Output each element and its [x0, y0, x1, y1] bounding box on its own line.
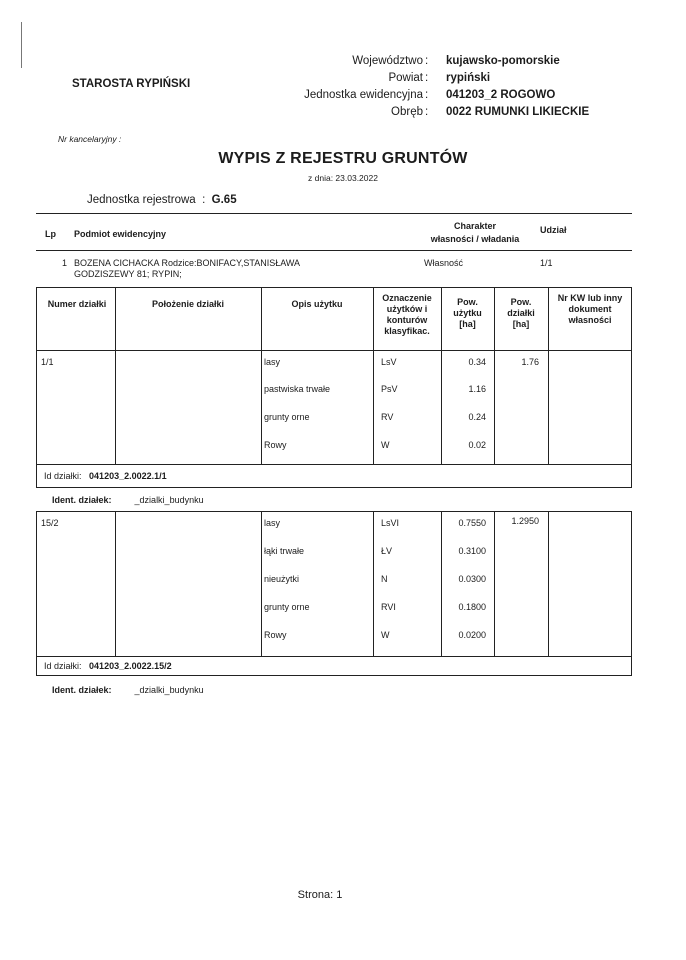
subjects-header-character-1: Charakter	[453, 221, 497, 231]
header-line: dokument	[568, 304, 612, 314]
registry-unit-value: G.65	[211, 194, 237, 206]
use-desc: grunty orne	[264, 602, 310, 612]
header-value: 0022 RUMUNKI LIKIECKIE	[446, 106, 590, 118]
registry-unit	[87, 194, 237, 206]
registry-unit-colon: :	[198, 194, 209, 206]
subject-character: Własność	[424, 258, 464, 268]
page-number: Strona: 1	[297, 889, 343, 901]
use-area: 0.7550	[458, 518, 486, 528]
header-value: kujawsko-pomorskie	[446, 55, 560, 67]
parcel-block-1	[36, 351, 632, 464]
use-area: 0.34	[468, 357, 486, 367]
col-divider	[373, 351, 374, 464]
header-row-unit	[0, 89, 686, 105]
parcels-header-number: Numer działki	[47, 299, 107, 309]
use-desc: Rowy	[264, 440, 287, 450]
subject-lp: 1	[62, 258, 68, 268]
use-code: LsVI	[381, 518, 400, 528]
use-desc: lasy	[264, 518, 281, 528]
header-label: Jednostka ewidencyjna	[304, 89, 423, 101]
header-line: użytku	[453, 308, 482, 318]
document-title: WYPIS Z REJESTRU GRUNTÓW	[218, 150, 468, 167]
parcel-ident-value: _dzialki_budynku	[134, 495, 204, 505]
header-colon: :	[425, 89, 429, 101]
parcel-id-value: 041203_2.0022.1/1	[89, 471, 167, 481]
parcel-id	[44, 661, 172, 671]
subject-name: BOZENA CICHACKA Rodzice:BONIFACY,STANISŁAWA	[74, 258, 301, 268]
use-desc: łąki trwałe	[264, 546, 305, 556]
header-line: [ha]	[459, 319, 476, 329]
header-value: rypiński	[446, 72, 491, 84]
header-line: [ha]	[512, 319, 530, 329]
use-area: 0.0300	[458, 574, 486, 584]
use-desc: pastwiska trwałe	[264, 384, 331, 394]
col-divider	[261, 351, 262, 464]
parcel-id-label: Id działki:	[44, 471, 82, 481]
use-code: LsV	[381, 357, 397, 367]
parcel-number: 1/1	[41, 357, 54, 367]
parcel-area: 1.2950	[511, 516, 539, 526]
parcel-id	[44, 471, 167, 481]
use-code: RV	[381, 412, 394, 422]
parcels-header-kw	[548, 293, 632, 326]
header-label: Powiat	[388, 72, 423, 84]
header-line: Nr KW lub inny	[557, 293, 623, 303]
header-line: własności	[568, 315, 612, 325]
col-divider	[373, 511, 374, 656]
header-line: konturów	[386, 315, 428, 325]
subject-address: GODZISZEWY 81; RYPIN;	[74, 269, 182, 279]
parcel-id-label: Id działki:	[44, 661, 82, 671]
header-colon: :	[425, 72, 429, 84]
col-divider	[548, 511, 549, 656]
parcel-id-value: 041203_2.0022.15/2	[89, 661, 172, 671]
use-area: 0.24	[468, 412, 486, 422]
parcels-header-usage: Opis użytku	[291, 299, 343, 309]
parcels-header-location: Położenie działki	[151, 299, 225, 309]
header-line: użytków i	[386, 304, 428, 314]
header-row-precinct	[0, 106, 686, 122]
col-divider	[548, 351, 549, 464]
use-code: N	[381, 574, 388, 584]
use-code: ŁV	[381, 546, 393, 556]
use-area: 0.02	[468, 440, 486, 450]
header-line: Oznaczenie	[382, 293, 432, 303]
use-area: 0.3100	[458, 546, 486, 556]
parcels-header-area-usage	[441, 297, 494, 330]
subjects-header-character-2: własności / władania	[430, 234, 520, 244]
subjects-header-line	[36, 250, 632, 251]
use-code: W	[381, 630, 390, 640]
col-divider	[115, 351, 116, 464]
parcel-block-2	[36, 511, 632, 656]
parcels-header-area-parcel	[494, 297, 548, 330]
header-line: Pow.	[457, 297, 478, 307]
parcel-area: 1.76	[521, 357, 539, 367]
authority-title: STAROSTA RYPIŃSKI	[72, 78, 191, 90]
header-row-county	[0, 72, 686, 88]
use-desc: Rowy	[264, 630, 287, 640]
use-desc: nieużytki	[264, 574, 300, 584]
use-desc: grunty orne	[264, 412, 310, 422]
parcel-ident-value: _dzialki_budynku	[134, 685, 204, 695]
chancery-number-label: Nr kancelaryjny :	[58, 134, 122, 144]
col-divider	[115, 287, 116, 351]
parcels-header-classification	[373, 293, 441, 337]
header-line: Pow.	[510, 297, 532, 307]
header-label: Obręb	[391, 106, 423, 118]
parcel-ident	[52, 495, 204, 505]
header-colon: :	[425, 106, 429, 118]
use-area: 0.0200	[458, 630, 486, 640]
col-divider	[261, 511, 262, 656]
parcel-ident-label: Ident. działek:	[52, 495, 112, 505]
registry-unit-label: Jednostka rejestrowa	[87, 194, 196, 206]
col-divider	[494, 511, 495, 656]
col-divider	[494, 351, 495, 464]
header-label: Województwo	[352, 55, 423, 67]
document-date: z dnia: 23.03.2022	[308, 173, 378, 183]
parcel-ident-label: Ident. działek:	[52, 685, 112, 695]
header-colon: :	[425, 55, 429, 67]
use-code: PsV	[381, 384, 398, 394]
col-divider	[115, 511, 116, 656]
use-desc: lasy	[264, 357, 281, 367]
use-code: W	[381, 440, 390, 450]
header-row-voivodeship	[0, 55, 686, 71]
use-code: RVI	[381, 602, 396, 612]
subjects-header-lp: Lp	[45, 229, 56, 239]
col-divider	[261, 287, 262, 351]
subjects-top-line	[36, 213, 632, 214]
subjects-header-subject: Podmiot ewidencyjny	[74, 229, 167, 239]
parcel-number: 15/2	[41, 518, 59, 528]
header-line: klasyfikac.	[384, 326, 430, 336]
header-value: 041203_2 ROGOWO	[446, 89, 556, 101]
parcel-ident	[52, 685, 204, 695]
use-area: 1.16	[468, 384, 486, 394]
subject-share: 1/1	[540, 258, 553, 268]
use-area: 0.1800	[458, 602, 486, 612]
subjects-header-share: Udział	[540, 225, 567, 235]
header-line: działki	[507, 308, 535, 318]
